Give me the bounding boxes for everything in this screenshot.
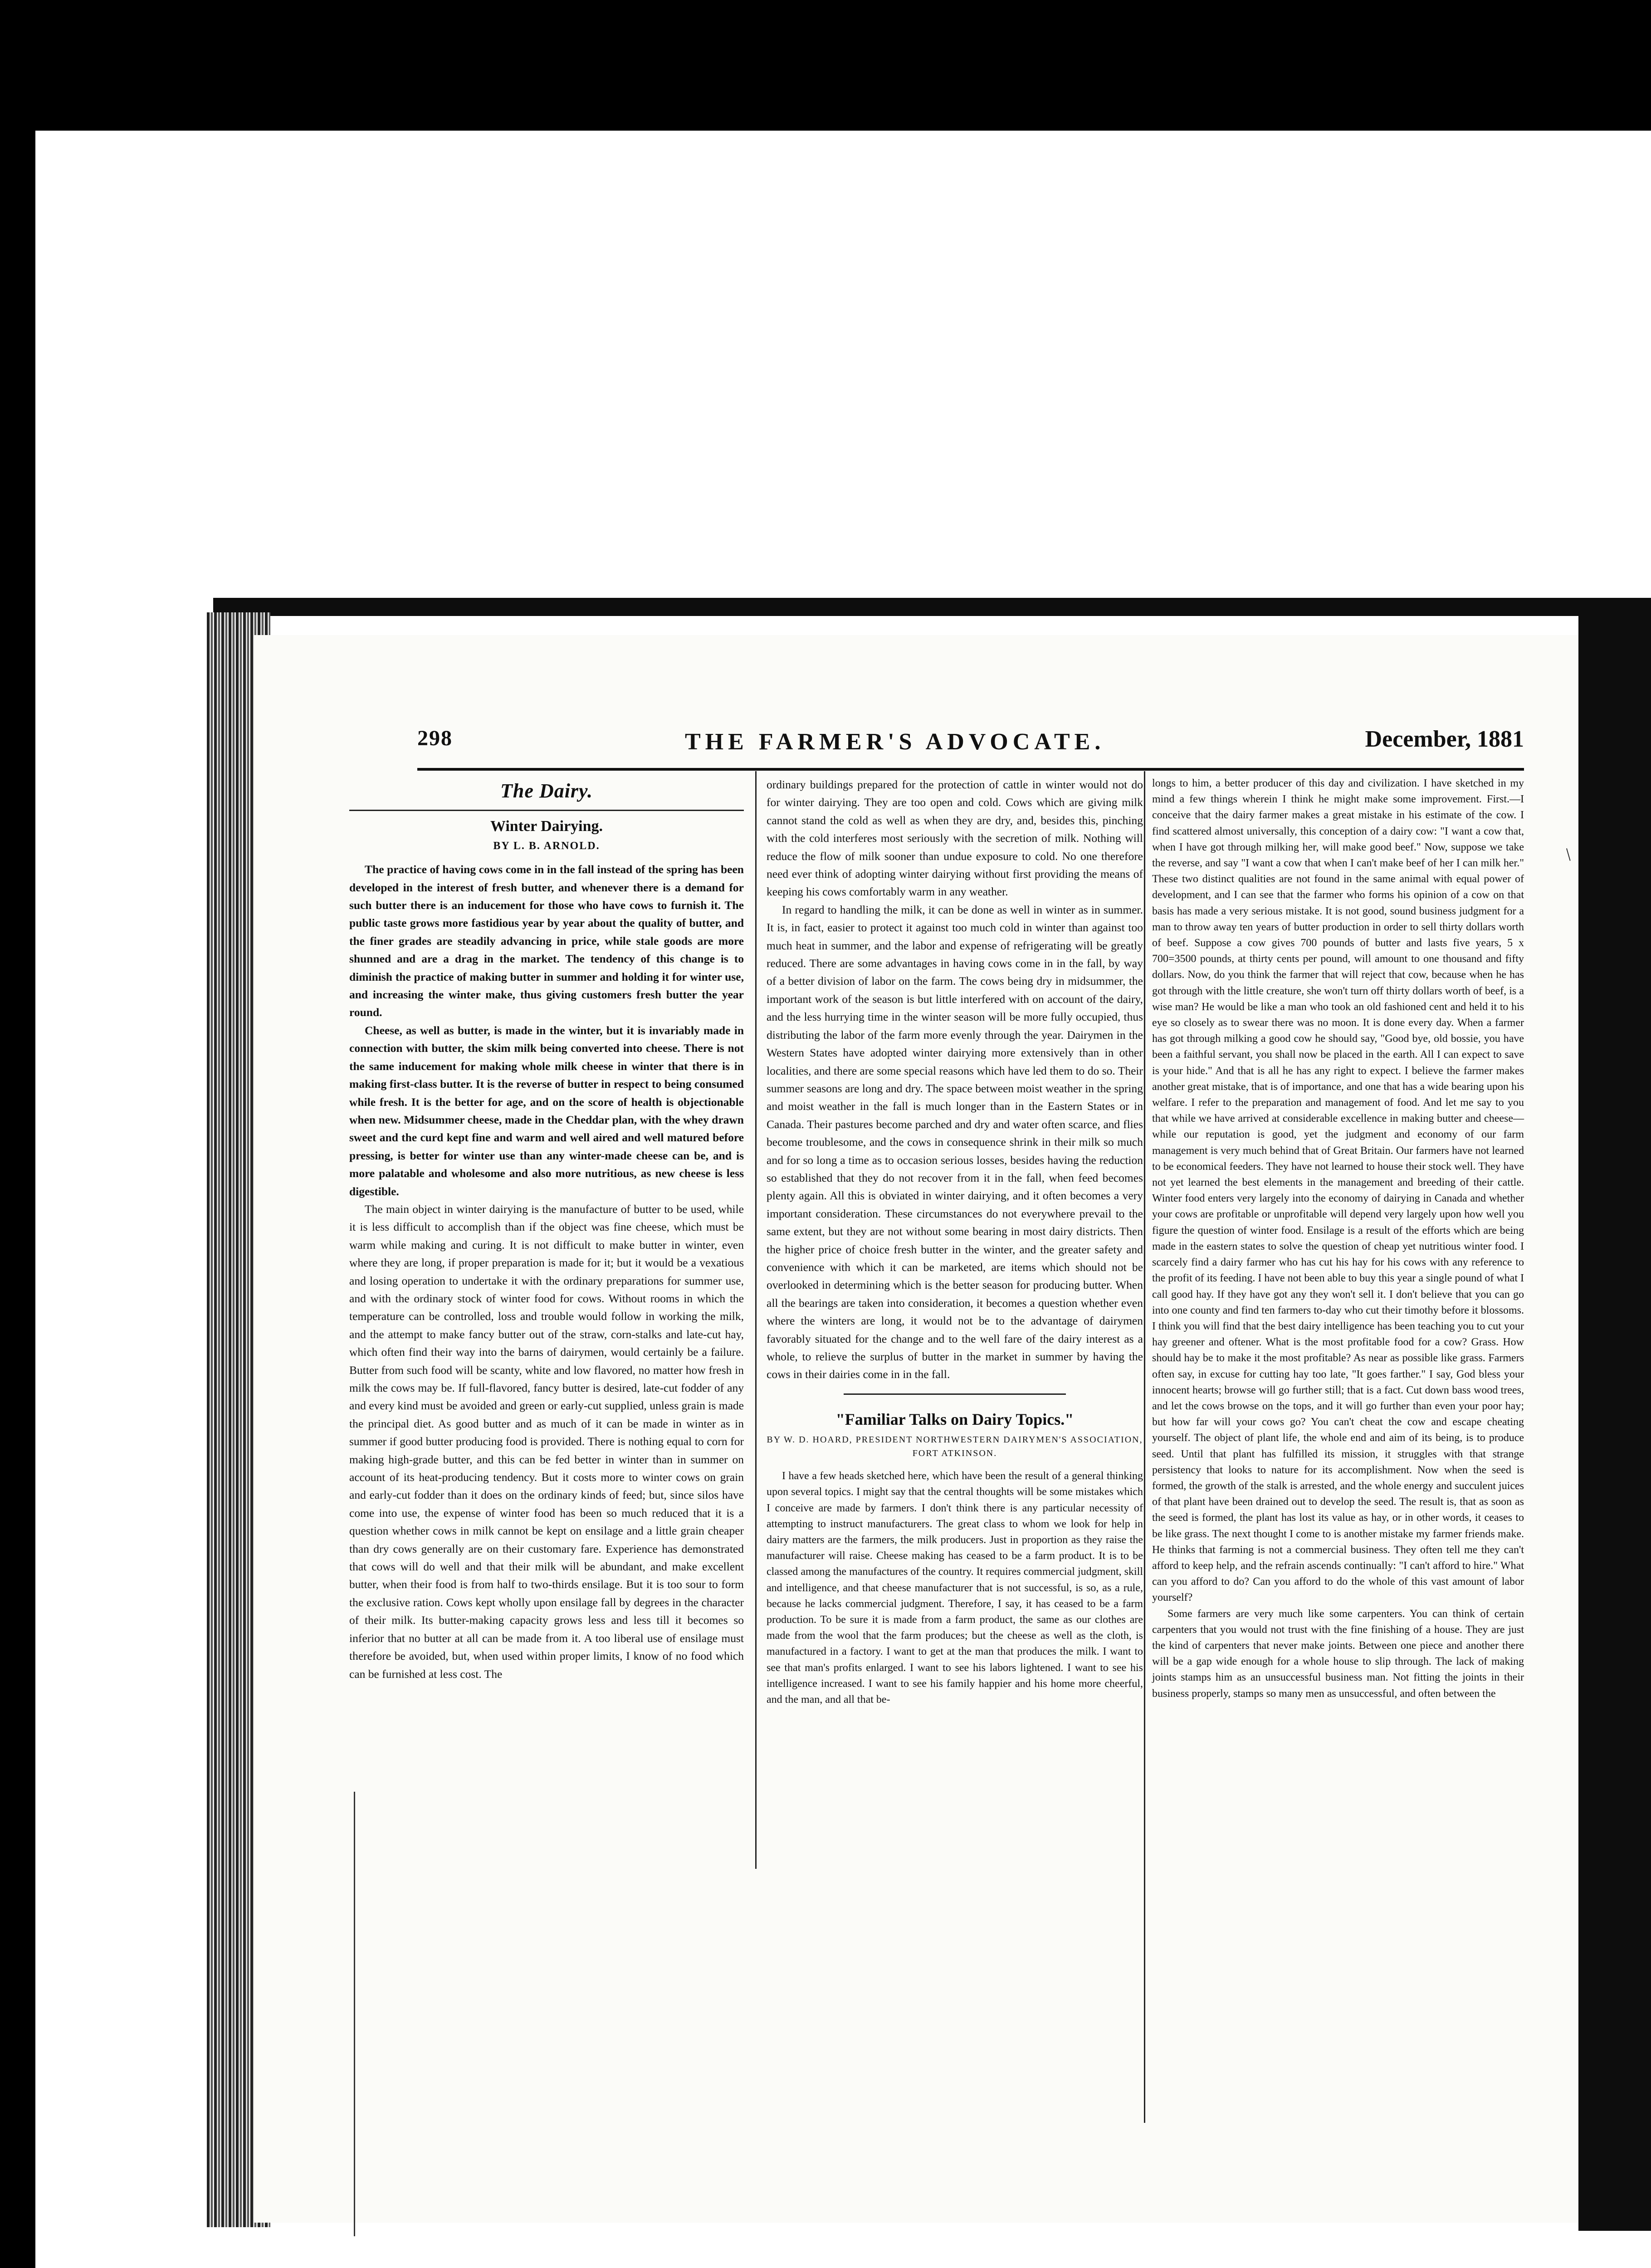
issue-date: December, 1881 (1365, 726, 1524, 752)
article-paragraph: longs to him, a better producer of this day and civilization. I have sketched in my mind a few things wherein I think he might make some improvement. First.—I conceive that the dairy farmer makes a great mistake in his estimate of the cow. I find scattered almost universally, this conception of a dairy cow: "I want a cow that, when I have got through milking her, will make good beef." Now, suppose we take the reverse, and say "I want a cow that when I can't make beef of her I can milk her." These two distinct qualities are not found in the same animal with equal power of development, and I can see that the farmer who forms his opinion of a cow on that basis has made a very serious mistake. It is not good, sound business judgment for a man to throw away ten years of butter production in order to sell thirty dollars worth of beef. Suppose a cow gives 700 pounds of butter and lasts five years, 5 x 700=3500 pounds, at thirty cents per pound, will amount to one thousand and fifty dollars. Now, do you think the farmer that will reject that cow, because when he has got through with the little creature, she won't turn off thirty dollars worth of beef, is a wise man? He would be like a man who took an old fashioned cent and held it to his eye so closely as to swear there was no moon. It is done every day. When a farmer has got through milking a good cow he should say, "Good bye, old bossie, you have been a faithful servant, you shall now be placed in the earth. All I can expect to save is your hide." And that is all he has any right to expect. I believe the farmer makes another great mistake, that is of importance, and one that has a wide bearing upon his welfare. I refer to the preparation and management of food. And let me say to you that while we have arrived at considerable excellence in making butter and cheese—while our reputation is good, yet the judgment and economy of our farm management is very much behind that of Great Britain. Our farmers have not learned to be economical feeders. They have not learned to house their stock well. They have not yet learned the best elements in the management and breeding of their cattle. Winter food enters very largely into the economy of dairying in Canada and whether your cows are profitable or unprofitable will depend very largely upon how well you figure the question of winter food. Ensilage is a result of the efforts which are being made in the eastern states to solve the question of cheap yet nutritious winter food. I scarcely find a dairy farmer who has cut his hay for his cows with any reference to the profit of its feeding. I have not been able to buy this year a single pound of what I call good hay. If they have got any they won't sell it. I don't believe that you can go into one county and find ten farmers to-day who cut their timothy before it blossoms. I think you will find that the best dairy intelligence has been teaching you to cut your hay greener and oftener. What is the most profitable food for a cow? Grass. How should hay be to make it the most profitable? As near as possible like grass. Farmers often say, in excuse for cutting hay too late, "It goes farther." I say, God bless your innocent hearts; browse will go further still; that is a fact. Cut down bass wood trees, and let the cows browse on the tops, and it will go further than even your poor hay; but how far will your cows go? You can't cheat the cow and escape cheating yourself. The object of plant life, the whole end and aim of its being, is to produce seed. Until that plant has fulfilled its mission, it struggles with that strange persistency that looks to nature for its accomplishment. Now when the seed is formed, the growth of the stalk is arrested, and the whole energy and succulent juices of that plant have been drained out to develop the seed. The result is, that as soon as the seed is formed, the plant has lost its value as hay, or in other words, it ceases to be like grass. The next thought I come to is another mistake my farmer friends make. He thinks that farming is not a commercial business. They often tell me they can't afford to keep help, and the refrain ascends continually: "I can't afford to hire." What can you afford to do? Can you afford to do the whole of this vast amount of labor yourself? (1152, 777, 1524, 1604)
column-3 (1152, 776, 1524, 1702)
pencil-tick-mark: / (1560, 844, 1577, 865)
column-2 (767, 776, 1143, 1708)
section-title: The Dairy. (500, 780, 593, 802)
article-paragraph: I have a few heads sketched here, which have been the result of a general thinking upon several topics. I might say that the central thoughts will be some mistakes which I conceive are made by farmers. I don't think there is any particular necessity of attempting to instruct manufacturers. The great class to whom we look for help in dairy matters are the farmers, the milk producers. Just in proportion as they raise the manufacturer will raise. Cheese making has ceased to be a farm product. It is to be classed among the manufactures of the country. It requires commercial judgment, skill and intelligence, and that cheese manufacturer that is not successful, is so, as a rule, because he lacks commercial judgment. Therefore, I say, it has ceased to be a farm production. To be sure it is made from a farm product, the same as our clothes are made from the wool that the farm produces; but the cheese as well as the cloth, is manufactured in a factory. I want to get at the man that produces the milk. I want to see that man's profits enlarged. I want to see his labors lightened. I want to see his intelligence increased. I want to see his family happier and his home more cheerful, and the man, and all that be- (767, 1470, 1143, 1706)
article-paragraph: ordinary buildings prepared for the protection of cattle in winter would not do for winter dairying. They are too open and cold. Cows which are giving milk cannot stand the cold as well as when they are dry, and, besides this, pinching with the cold interferes most seriously with the secretion of milk. Nothing will reduce the flow of milk sooner than undue exposure to cold. No one therefore need ever think of adopting winter dairying without first providing the means of keeping his cows comfortably warm in any weather. (767, 778, 1143, 899)
article-paragraph: Cheese, as well as butter, is made in the winter, but it is invariably made in connection with butter, the skim milk being converted into cheese. There is not the same inducement for making whole milk cheese in winter that there is in making first-class butter. It is the reverse of butter in respect to being consumed while fresh. It is the better for age, and on the score of health is objectionable when new. Midsummer cheese, made in the Cheddar plan, with the whey drawn sweet and the curd kept fine and warm and well aired and well matured before pressing, is better for winter use than any winter-made cheese can be, and is more palatable and wholesome and also more nutritious, as new cheese is less digestible. (349, 1023, 744, 1198)
article-paragraph: The main object in winter dairying is the manufacture of butter to be used, while it is less difficult to accomplish than if the object was fine cheese, which must be warm while making and curing. It is not difficult to make butter in winter, even where they are long, if proper preparation is made for it; but it would be a vexatious and losing operation to undertake it with the ordinary preparations for summer use, and with the ordinary stock of winter food for cows. Without rooms in which the temperature can be controlled, loss and trouble would follow in working the milk, and the attempt to make fancy butter out of the straw, corn-stalks and late-cut hay, which often find their way into the barns of dairymen, would certainly be a failure. Butter from such food will be scanty, white and low flavored, no matter how fresh in milk the cows may be. If full-flavored, fancy butter is desired, late-cut fodder of any and every kind must be avoided and green or early-cut supplied, unless grain is made the principal diet. As good butter and as much of it can be made in winter as in summer if good butter producing food is provided. There is nothing equal to corn for making high-grade butter, and this can be fed better in winter than in summer on account of its heat-producing tendency. But it costs more to winter cows on grain and early-cut fodder than it does on the ordinary kinds of feed; but, since silos have come into use, the expense of winter food has been so much reduced that it is a question whether cows in milk cannot be kept on ensilage and a little grain cheaper than dry cows generally are on their customary fare. Experience has demonstrated that cows will do well and that their milk will be abundant, and make excellent butter, when their food is from half to two-thirds ensilage. But it is too sour to form the exclusive ration. Cows kept wholly upon ensilage fall by degrees in the character of their milk. Its butter-making capacity grows less and less till it becomes so inferior that no butter at all can be made from it. A too liberal use of ensilage must therefore be avoided, but, when used within proper limits, I know of no food which can be furnished at less cost. The (349, 1202, 744, 1681)
article-byline: BY L. B. ARNOLD. (493, 840, 600, 852)
article-paragraph: Some farmers are very much like some carpenters. You can think of certain carpenters that you would not trust with the fine finishing of a house. They are just the kind of carpenters that never make joints. Between one piece and another there will be a gap wide enough for a whole house to slip through. The lack of making joints stamps him as an unsuccessful business man. Not fitting the joints in their business properly, stamps so many men as unsuccessful, and often between the (1152, 1608, 1524, 1700)
book-binding-right (1578, 598, 1651, 2231)
article-paragraph: The practice of having cows come in in the fall instead of the spring has been developed in the interest of fresh butter, and whenever there is a demand for such butter there is an inducement for those who have cows to furnish it. The public taste grows more fastidious year by year about the quality of butter, and the finer grades are steadily advancing in price, while stale goods are more shunned and are a drag in the market. The tendency of this change is to diminish the practice of making butter in summer and holding it for winter use, and increasing the winter make, thus giving customers fresh butter the year round. (349, 863, 744, 1019)
header-rule (417, 768, 1524, 771)
page-number: 298 (417, 726, 453, 750)
section-rule (349, 810, 744, 811)
book-binding-top (213, 598, 1651, 616)
journal-title: THE FARMER'S ADVOCATE. (685, 729, 1105, 755)
article-byline: BY W. D. HOARD, PRESIDENT NORTHWESTERN DAIRYMEN'S ASSOCIATION, FORT ATKINSON. (767, 1435, 1143, 1459)
article-title: "Familiar Talks on Dairy Topics." (835, 1410, 1074, 1428)
article-paragraph: In regard to handling the milk, it can be done as well in winter as in summer. It is, in fact, easier to protect it against too much cold in winter than against too much heat in summer, and the labor and expense of refrigerating will be greatly reduced. There are some advantages in having cows come in in the fall, by way of a better division of labor on the farm. The cows being dry in midsummer, the important work of the season is but little interfered with on account of the dairy, and the less hurrying time in the winter season will be more fully occupied, thus distributing the labor of the farm more evenly through the year. Dairymen in the Western States have adopted winter dairying more extensively than in other localities, and there are some special reasons which have led them to do so. Their summer seasons are long and dry. The space between moist weather in the spring and moist weather in the fall is much longer than in the Eastern States or in Canada. Their pastures become parched and dry and water often scarce, and flies become troublesome, and the cows in consequence shrink in their milk so much and for so long a time as to occasion serious losses, besides having the reduction so established that they do not recover from it in the fall, when feed becomes plenty again. All this is obviated in winter dairying, and it often becomes a very important consideration. These circumstances do not everywhere prevail to the same extent, but they are not without some bearing in most dairy districts. Then the higher price of choice fresh butter in the winter, and the greater safety and convenience with which it can be marketed, are items which should not be overlooked in determining which is the better season for producing butter. When all the bearings are taken into consideration, it becomes a question whether even where the winters are long, it would not be to the advantage of dairymen favorably situated for the change and to the well fare of the dairy interest as a whole, to relieve the surplus of butter in the market in summer by having the cows in their dairies come in in the fall. (767, 903, 1143, 1381)
article-title: Winter Dairying. (490, 818, 603, 835)
column-rule (1144, 771, 1145, 2123)
column-rule (755, 771, 757, 1869)
column-1 (349, 776, 744, 1683)
pencil-margin-mark (354, 1792, 363, 2236)
article-separator (767, 1393, 1143, 1395)
page-header (417, 726, 1524, 771)
